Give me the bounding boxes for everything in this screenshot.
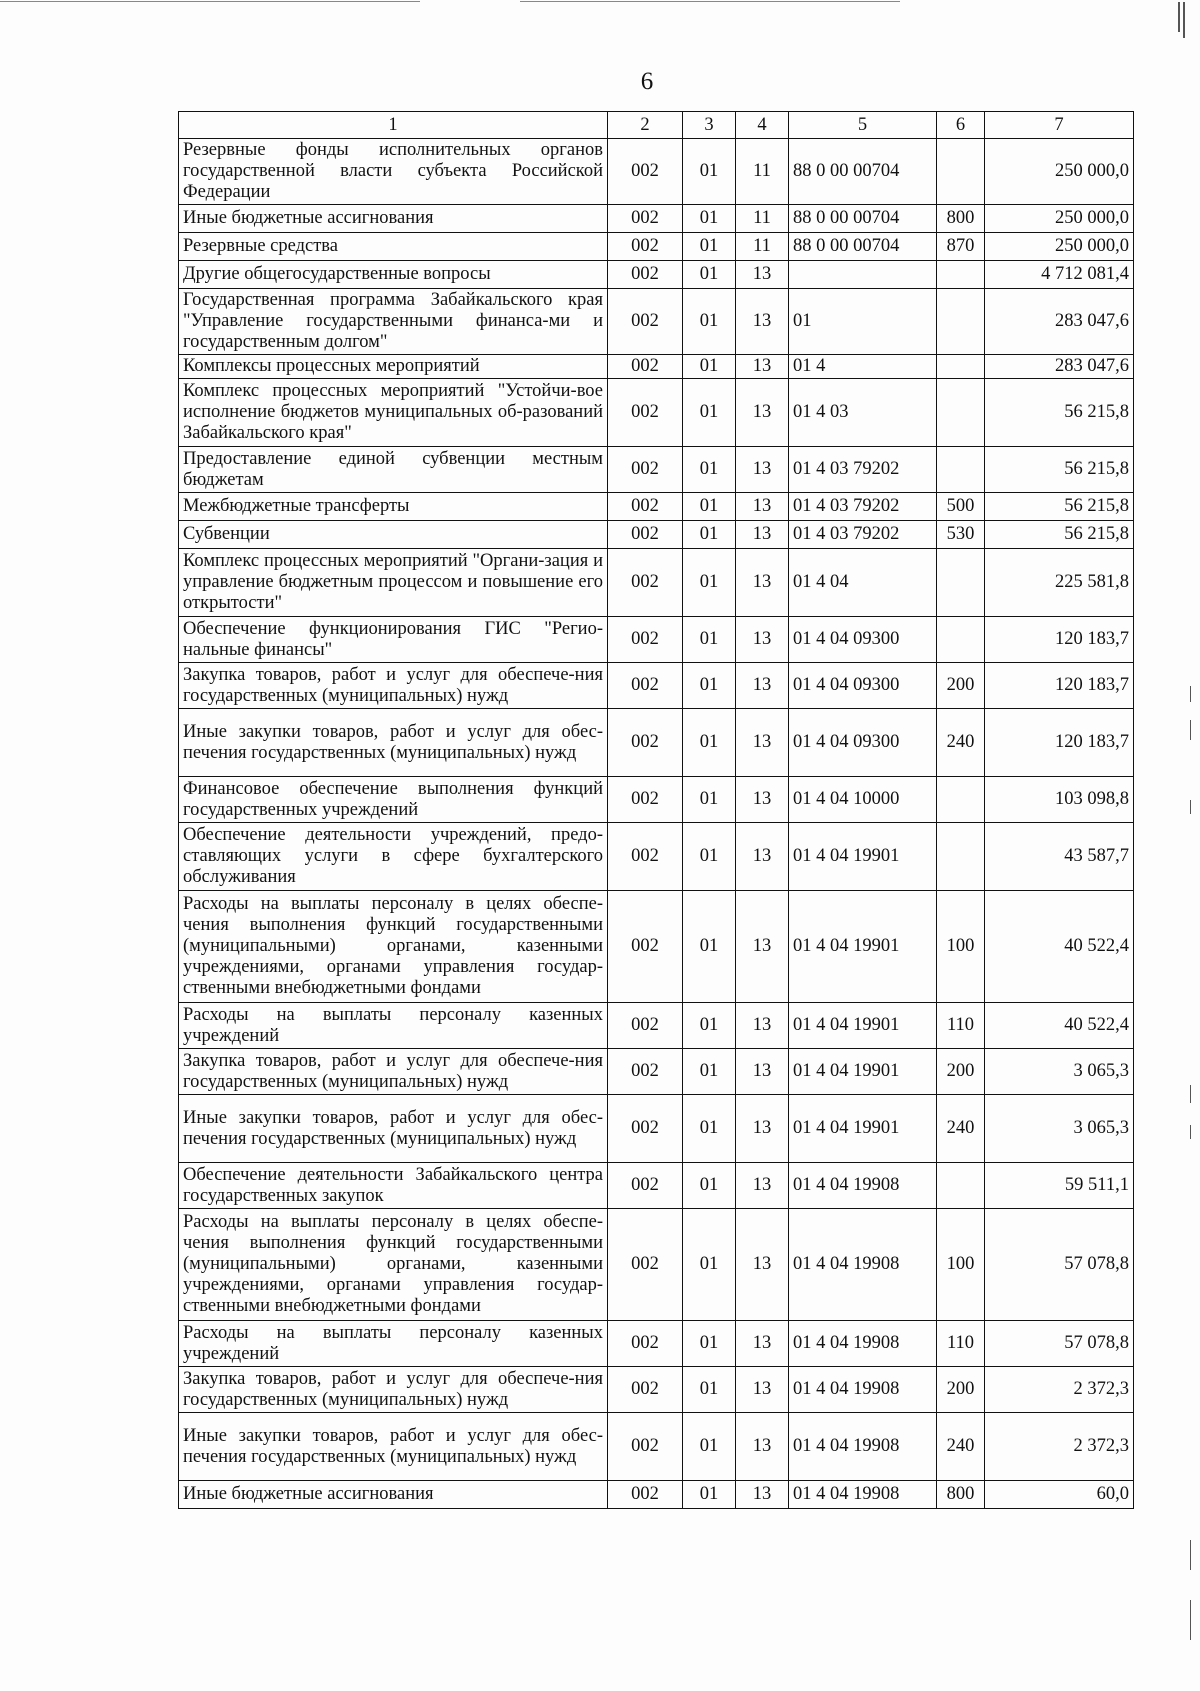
row-name-cell: Субвенции xyxy=(179,521,608,549)
table-row xyxy=(179,549,1134,617)
scan-mark xyxy=(1190,1125,1191,1139)
row-expense-type-cell: 200 xyxy=(937,663,985,709)
row-expense-type-cell xyxy=(937,261,985,289)
row-amount-cell: 57 078,8 xyxy=(985,1321,1134,1367)
row-subsection-cell: 13 xyxy=(736,261,789,289)
row-subsection-cell: 13 xyxy=(736,823,789,891)
row-section-cell: 01 xyxy=(683,1003,736,1049)
row-name-cell: Финансовое обеспечение выполнения функций государственных учреждений xyxy=(179,777,608,823)
row-target-article-cell: 88 0 00 00704 xyxy=(789,139,937,205)
scan-mark xyxy=(1190,720,1191,740)
table-row xyxy=(179,617,1134,663)
table-row xyxy=(179,1321,1134,1367)
table-row xyxy=(179,233,1134,261)
row-subsection-cell: 11 xyxy=(736,205,789,233)
row-code-cell: 002 xyxy=(608,1003,683,1049)
row-expense-type-cell xyxy=(937,379,985,447)
row-amount-cell: 120 183,7 xyxy=(985,617,1134,663)
row-amount-cell: 283 047,6 xyxy=(985,289,1134,355)
row-expense-type-cell: 240 xyxy=(937,1413,985,1481)
table-row xyxy=(179,261,1134,289)
row-amount-cell: 40 522,4 xyxy=(985,1003,1134,1049)
table-row xyxy=(179,1003,1134,1049)
row-name-cell: Резервные средства xyxy=(179,233,608,261)
row-expense-type-cell: 110 xyxy=(937,1321,985,1367)
row-section-cell: 01 xyxy=(683,823,736,891)
row-subsection-cell: 13 xyxy=(736,709,789,777)
scan-right-edge xyxy=(1170,0,1200,1691)
scan-mark xyxy=(1190,1085,1191,1103)
row-section-cell: 01 xyxy=(683,1321,736,1367)
row-code-cell: 002 xyxy=(608,493,683,521)
row-name-cell: Резервные фонды исполнительных органов государственной власти субъекта Российской Федерации xyxy=(179,139,608,205)
row-target-article-cell: 01 4 04 19908 xyxy=(789,1413,937,1481)
row-subsection-cell: 13 xyxy=(736,1367,789,1413)
row-code-cell: 002 xyxy=(608,355,683,379)
table-row xyxy=(179,493,1134,521)
row-code-cell: 002 xyxy=(608,261,683,289)
row-section-cell: 01 xyxy=(683,1367,736,1413)
table-row xyxy=(179,521,1134,549)
row-section-cell: 01 xyxy=(683,289,736,355)
row-expense-type-cell: 240 xyxy=(937,709,985,777)
column-header: 1 xyxy=(179,112,608,139)
row-amount-cell: 56 215,8 xyxy=(985,379,1134,447)
table-row xyxy=(179,379,1134,447)
row-section-cell: 01 xyxy=(683,1413,736,1481)
row-amount-cell: 2 372,3 xyxy=(985,1367,1134,1413)
row-amount-cell: 56 215,8 xyxy=(985,493,1134,521)
row-amount-cell: 56 215,8 xyxy=(985,447,1134,493)
table-row xyxy=(179,1049,1134,1095)
row-name-cell: Расходы на выплаты персоналу в целях обеспе-чения выполнения функций государственными (муниципальными) органами, казенными учреждениями, органами управления государ-ственными внебюджетными фондами xyxy=(179,1209,608,1321)
row-code-cell: 002 xyxy=(608,1209,683,1321)
row-name-cell: Иные бюджетные ассигнования xyxy=(179,205,608,233)
row-code-cell: 002 xyxy=(608,1095,683,1163)
row-section-cell: 01 xyxy=(683,1049,736,1095)
row-expense-type-cell xyxy=(937,447,985,493)
row-section-cell: 01 xyxy=(683,205,736,233)
row-name-cell: Закупка товаров, работ и услуг для обеспече-ния государственных (муниципальных) нужд xyxy=(179,1049,608,1095)
row-target-article-cell xyxy=(789,261,937,289)
row-amount-cell: 4 712 081,4 xyxy=(985,261,1134,289)
row-section-cell: 01 xyxy=(683,447,736,493)
row-subsection-cell: 13 xyxy=(736,549,789,617)
row-amount-cell: 59 511,1 xyxy=(985,1163,1134,1209)
row-target-article-cell: 01 4 04 19901 xyxy=(789,891,937,1003)
row-target-article-cell: 01 4 04 19901 xyxy=(789,823,937,891)
row-subsection-cell: 13 xyxy=(736,1095,789,1163)
row-section-cell: 01 xyxy=(683,1163,736,1209)
row-expense-type-cell: 800 xyxy=(937,205,985,233)
row-expense-type-cell: 200 xyxy=(937,1367,985,1413)
row-name-cell: Комплексы процессных мероприятий xyxy=(179,355,608,379)
row-subsection-cell: 11 xyxy=(736,233,789,261)
row-code-cell: 002 xyxy=(608,205,683,233)
row-subsection-cell: 11 xyxy=(736,139,789,205)
row-section-cell: 01 xyxy=(683,663,736,709)
row-amount-cell: 3 065,3 xyxy=(985,1049,1134,1095)
table-row xyxy=(179,823,1134,891)
row-name-cell: Иные бюджетные ассигнования xyxy=(179,1481,608,1509)
row-name-cell: Комплекс процессных мероприятий "Органи-зация и управление бюджетным процессом и повышение его открытости" xyxy=(179,549,608,617)
column-header: 2 xyxy=(608,112,683,139)
row-subsection-cell: 13 xyxy=(736,521,789,549)
row-target-article-cell: 01 4 03 79202 xyxy=(789,493,937,521)
row-code-cell: 002 xyxy=(608,233,683,261)
row-code-cell: 002 xyxy=(608,1413,683,1481)
scan-mark xyxy=(1190,800,1191,814)
row-subsection-cell: 13 xyxy=(736,777,789,823)
row-expense-type-cell: 240 xyxy=(937,1095,985,1163)
table-row xyxy=(179,1163,1134,1209)
row-name-cell: Обеспечение деятельности Забайкальского центра государственных закупок xyxy=(179,1163,608,1209)
row-expense-type-cell xyxy=(937,1163,985,1209)
row-subsection-cell: 13 xyxy=(736,289,789,355)
row-expense-type-cell: 100 xyxy=(937,1209,985,1321)
table-row xyxy=(179,289,1134,355)
row-expense-type-cell: 100 xyxy=(937,891,985,1003)
table-row xyxy=(179,1095,1134,1163)
row-target-article-cell: 01 4 04 19901 xyxy=(789,1049,937,1095)
row-code-cell: 002 xyxy=(608,1049,683,1095)
table-row xyxy=(179,777,1134,823)
row-code-cell: 002 xyxy=(608,1163,683,1209)
row-section-cell: 01 xyxy=(683,1209,736,1321)
column-header: 4 xyxy=(736,112,789,139)
row-amount-cell: 40 522,4 xyxy=(985,891,1134,1003)
row-name-cell: Расходы на выплаты персоналу казенных учреждений xyxy=(179,1321,608,1367)
row-target-article-cell: 01 4 04 19908 xyxy=(789,1367,937,1413)
row-code-cell: 002 xyxy=(608,549,683,617)
row-subsection-cell: 13 xyxy=(736,447,789,493)
row-expense-type-cell xyxy=(937,289,985,355)
row-section-cell: 01 xyxy=(683,261,736,289)
row-expense-type-cell xyxy=(937,139,985,205)
row-section-cell: 01 xyxy=(683,493,736,521)
row-subsection-cell: 13 xyxy=(736,1481,789,1509)
row-target-article-cell: 01 xyxy=(789,289,937,355)
row-code-cell: 002 xyxy=(608,891,683,1003)
row-subsection-cell: 13 xyxy=(736,1003,789,1049)
row-amount-cell: 120 183,7 xyxy=(985,663,1134,709)
row-section-cell: 01 xyxy=(683,379,736,447)
scan-mark xyxy=(1178,2,1180,32)
row-subsection-cell: 13 xyxy=(736,663,789,709)
table-row xyxy=(179,663,1134,709)
row-subsection-cell: 13 xyxy=(736,1209,789,1321)
row-amount-cell: 250 000,0 xyxy=(985,205,1134,233)
row-amount-cell: 60,0 xyxy=(985,1481,1134,1509)
row-amount-cell: 283 047,6 xyxy=(985,355,1134,379)
table-row xyxy=(179,709,1134,777)
page-number: 6 xyxy=(640,68,654,95)
row-section-cell: 01 xyxy=(683,355,736,379)
row-subsection-cell: 13 xyxy=(736,891,789,1003)
row-name-cell: Обеспечение функционирования ГИС "Регио-нальные финансы" xyxy=(179,617,608,663)
row-amount-cell: 250 000,0 xyxy=(985,233,1134,261)
table-row xyxy=(179,1367,1134,1413)
row-section-cell: 01 xyxy=(683,891,736,1003)
row-name-cell: Закупка товаров, работ и услуг для обеспече-ния государственных (муниципальных) нужд xyxy=(179,1367,608,1413)
row-target-article-cell: 01 4 04 09300 xyxy=(789,663,937,709)
column-header: 3 xyxy=(683,112,736,139)
row-amount-cell: 120 183,7 xyxy=(985,709,1134,777)
scan-mark xyxy=(1190,1540,1191,1570)
row-target-article-cell: 01 4 xyxy=(789,355,937,379)
table-row xyxy=(179,1481,1134,1509)
row-expense-type-cell xyxy=(937,355,985,379)
row-code-cell: 002 xyxy=(608,379,683,447)
row-target-article-cell: 01 4 03 xyxy=(789,379,937,447)
row-amount-cell: 43 587,7 xyxy=(985,823,1134,891)
row-name-cell: Иные закупки товаров, работ и услуг для обес-печения государственных (муниципальных) нужд xyxy=(179,1095,608,1163)
row-section-cell: 01 xyxy=(683,709,736,777)
row-name-cell: Государственная программа Забайкальского края "Управление государственными финанса-ми и государственным долгом" xyxy=(179,289,608,355)
row-amount-cell: 3 065,3 xyxy=(985,1095,1134,1163)
row-amount-cell: 57 078,8 xyxy=(985,1209,1134,1321)
row-code-cell: 002 xyxy=(608,447,683,493)
row-target-article-cell: 01 4 04 xyxy=(789,549,937,617)
row-target-article-cell: 01 4 04 19908 xyxy=(789,1209,937,1321)
row-subsection-cell: 13 xyxy=(736,1049,789,1095)
column-header: 7 xyxy=(985,112,1134,139)
scan-mark xyxy=(1190,1600,1191,1640)
row-code-cell: 002 xyxy=(608,1367,683,1413)
row-code-cell: 002 xyxy=(608,663,683,709)
row-subsection-cell: 13 xyxy=(736,379,789,447)
scan-top-edge xyxy=(0,0,1200,4)
row-expense-type-cell: 110 xyxy=(937,1003,985,1049)
table-row xyxy=(179,891,1134,1003)
row-amount-cell: 2 372,3 xyxy=(985,1413,1134,1481)
row-target-article-cell: 01 4 04 19908 xyxy=(789,1163,937,1209)
row-code-cell: 002 xyxy=(608,709,683,777)
row-target-article-cell: 01 4 03 79202 xyxy=(789,447,937,493)
scan-line xyxy=(520,1,900,2)
row-code-cell: 002 xyxy=(608,617,683,663)
row-code-cell: 002 xyxy=(608,823,683,891)
table-row xyxy=(179,1413,1134,1481)
row-expense-type-cell: 500 xyxy=(937,493,985,521)
row-expense-type-cell xyxy=(937,823,985,891)
row-name-cell: Предоставление единой субвенции местным бюджетам xyxy=(179,447,608,493)
row-name-cell: Межбюджетные трансферты xyxy=(179,493,608,521)
row-section-cell: 01 xyxy=(683,549,736,617)
row-code-cell: 002 xyxy=(608,139,683,205)
row-expense-type-cell: 200 xyxy=(937,1049,985,1095)
row-target-article-cell: 88 0 00 00704 xyxy=(789,205,937,233)
row-subsection-cell: 13 xyxy=(736,1321,789,1367)
row-section-cell: 01 xyxy=(683,617,736,663)
row-subsection-cell: 13 xyxy=(736,617,789,663)
row-expense-type-cell: 800 xyxy=(937,1481,985,1509)
table-header-row xyxy=(179,112,1134,139)
table-row xyxy=(179,1209,1134,1321)
row-name-cell: Обеспечение деятельности учреждений, предо-ставляющих услуги в сфере бухгалтерского обслуживания xyxy=(179,823,608,891)
row-section-cell: 01 xyxy=(683,1481,736,1509)
row-name-cell: Закупка товаров, работ и услуг для обеспече-ния государственных (муниципальных) нужд xyxy=(179,663,608,709)
row-section-cell: 01 xyxy=(683,777,736,823)
row-section-cell: 01 xyxy=(683,521,736,549)
row-amount-cell: 250 000,0 xyxy=(985,139,1134,205)
row-target-article-cell: 88 0 00 00704 xyxy=(789,233,937,261)
row-name-cell: Расходы на выплаты персоналу в целях обеспе-чения выполнения функций государственными (муниципальными) органами, казенными учреждениями, органами управления государ-ственными внебюджетными фондами xyxy=(179,891,608,1003)
row-target-article-cell: 01 4 04 19901 xyxy=(789,1095,937,1163)
row-code-cell: 002 xyxy=(608,521,683,549)
column-header: 6 xyxy=(937,112,985,139)
row-subsection-cell: 13 xyxy=(736,355,789,379)
table-row xyxy=(179,355,1134,379)
row-section-cell: 01 xyxy=(683,1095,736,1163)
column-header: 5 xyxy=(789,112,937,139)
row-name-cell: Расходы на выплаты персоналу казенных учреждений xyxy=(179,1003,608,1049)
row-code-cell: 002 xyxy=(608,1481,683,1509)
table-row xyxy=(179,139,1134,205)
scan-line xyxy=(0,1,420,2)
row-expense-type-cell: 870 xyxy=(937,233,985,261)
row-code-cell: 002 xyxy=(608,289,683,355)
row-name-cell: Иные закупки товаров, работ и услуг для обес-печения государственных (муниципальных) нужд xyxy=(179,709,608,777)
row-name-cell: Комплекс процессных мероприятий "Устойчи-вое исполнение бюджетов муниципальных об-разований Забайкальского края" xyxy=(179,379,608,447)
table-row xyxy=(179,447,1134,493)
row-section-cell: 01 xyxy=(683,233,736,261)
row-target-article-cell: 01 4 04 09300 xyxy=(789,709,937,777)
row-amount-cell: 225 581,8 xyxy=(985,549,1134,617)
row-target-article-cell: 01 4 04 10000 xyxy=(789,777,937,823)
row-target-article-cell: 01 4 04 19908 xyxy=(789,1321,937,1367)
row-code-cell: 002 xyxy=(608,777,683,823)
row-subsection-cell: 13 xyxy=(736,1163,789,1209)
row-name-cell: Другие общегосударственные вопросы xyxy=(179,261,608,289)
row-amount-cell: 56 215,8 xyxy=(985,521,1134,549)
row-name-cell: Иные закупки товаров, работ и услуг для обес-печения государственных (муниципальных) нужд xyxy=(179,1413,608,1481)
row-expense-type-cell xyxy=(937,549,985,617)
row-target-article-cell: 01 4 04 09300 xyxy=(789,617,937,663)
scan-mark xyxy=(1183,2,1185,38)
row-section-cell: 01 xyxy=(683,139,736,205)
row-expense-type-cell xyxy=(937,777,985,823)
row-amount-cell: 103 098,8 xyxy=(985,777,1134,823)
row-subsection-cell: 13 xyxy=(736,493,789,521)
row-code-cell: 002 xyxy=(608,1321,683,1367)
row-subsection-cell: 13 xyxy=(736,1413,789,1481)
row-target-article-cell: 01 4 04 19908 xyxy=(789,1481,937,1509)
table-row xyxy=(179,205,1134,233)
row-target-article-cell: 01 4 03 79202 xyxy=(789,521,937,549)
row-expense-type-cell xyxy=(937,617,985,663)
row-target-article-cell: 01 4 04 19901 xyxy=(789,1003,937,1049)
scan-mark xyxy=(1190,686,1191,702)
row-expense-type-cell: 530 xyxy=(937,521,985,549)
budget-table xyxy=(178,111,1134,1509)
